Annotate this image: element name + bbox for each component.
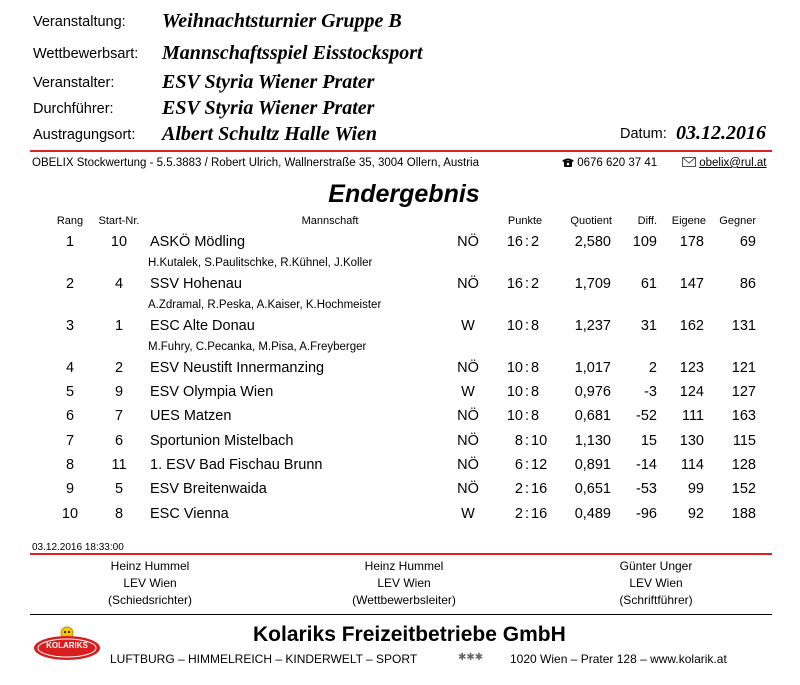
signature-name: Heinz Hummel	[110, 559, 190, 573]
cell-team: ESV Breitenwaida	[150, 481, 267, 497]
cell-points-lost: 8	[531, 360, 540, 376]
signature-wettbewerbsleiter	[324, 558, 484, 609]
cell-points-lost: 16	[531, 481, 548, 497]
cell-points-won: 16	[506, 276, 523, 292]
signature-role: (Schriftführer)	[619, 593, 693, 607]
cell-rang: 5	[65, 384, 75, 400]
value-durchfuehrer: ESV Styria Wiener Prater	[162, 97, 375, 119]
cell-start-nr: 10	[110, 234, 128, 250]
cell-rang: 10	[61, 506, 79, 522]
cell-team: SSV Hohenau	[150, 276, 242, 292]
signature-schriftfuehrer	[576, 558, 736, 609]
cell-points-won: 10	[506, 384, 523, 400]
cell-points-lost: 8	[531, 408, 540, 424]
logo-text: KOLARIKS	[46, 641, 88, 650]
page-title: Endergebnis	[328, 180, 480, 208]
col-mannschaft: Mannschaft	[301, 215, 359, 227]
cell-start-nr: 2	[114, 360, 124, 376]
cell-diff: -3	[644, 384, 657, 400]
table-row	[0, 457, 800, 481]
date-value: 03.12.2016	[676, 122, 766, 144]
col-punkte: Punkte	[507, 215, 543, 227]
cell-team: UES Matzen	[150, 408, 232, 424]
cell-state: NÖ	[457, 360, 479, 376]
team-players: H.Kutalek, S.Paulitschke, R.Kühnel, J.Koller	[148, 257, 373, 269]
cell-points-won: 16	[506, 234, 523, 250]
cell-points-sep: :	[524, 360, 530, 376]
signature-schiedsrichter	[70, 558, 230, 609]
value-veranstaltung: Weihnachtsturnier Gruppe B	[162, 10, 402, 32]
cell-quotient: 1,017	[574, 360, 611, 376]
cell-gegner: 188	[731, 506, 756, 522]
cell-quotient: 1,709	[574, 276, 611, 292]
cell-gegner: 69	[739, 234, 756, 250]
cell-rang: 9	[65, 481, 75, 497]
cell-gegner: 128	[731, 457, 756, 473]
signature-org: LEV Wien	[123, 576, 177, 590]
cell-points-won: 8	[514, 433, 523, 449]
cell-points-won: 10	[506, 318, 523, 334]
cell-gegner: 115	[732, 433, 756, 449]
value-austragungsort: Albert Schultz Halle Wien	[162, 123, 378, 145]
cell-quotient: 0,891	[574, 457, 611, 473]
cell-points-won: 10	[506, 360, 523, 376]
cell-team: ASKÖ Mödling	[150, 234, 246, 250]
value-veranstalter: ESV Styria Wiener Prater	[162, 71, 375, 93]
phone-info	[562, 157, 657, 169]
cell-eigene: 111	[681, 408, 704, 424]
cell-state: NÖ	[457, 276, 479, 292]
cell-points-lost: 8	[531, 384, 540, 400]
cell-team: 1. ESV Bad Fischau Brunn	[150, 457, 323, 473]
cell-diff: -53	[636, 481, 657, 497]
signature-name: Heinz Hummel	[364, 559, 444, 573]
label-austragungsort: Austragungsort:	[33, 127, 136, 143]
cell-points-sep: :	[524, 457, 530, 473]
table-row	[0, 276, 800, 300]
cell-rang: 2	[65, 276, 75, 292]
email-link[interactable]: obelix@rul.at	[699, 157, 767, 169]
cell-state: NÖ	[457, 433, 479, 449]
team-players: A.Zdramal, R.Peska, A.Kaiser, K.Hochmeister	[148, 299, 382, 311]
header-divider	[30, 150, 772, 152]
table-row	[0, 408, 800, 432]
cell-points-lost: 2	[531, 276, 540, 292]
table-row	[0, 506, 800, 530]
sponsor-tagline: LUFTBURG – HIMMELREICH – KINDERWELT – SPORT	[110, 652, 418, 666]
table-row	[0, 384, 800, 408]
cell-diff: 109	[632, 234, 657, 250]
cell-start-nr: 9	[114, 384, 124, 400]
phone-number: 0676 620 37 41	[577, 157, 658, 169]
col-start-nr: Start-Nr.	[98, 215, 140, 227]
cell-points-lost: 2	[531, 234, 540, 250]
footer-divider	[30, 553, 772, 555]
cell-quotient: 0,976	[574, 384, 611, 400]
cell-gegner: 121	[731, 360, 756, 376]
cell-rang: 8	[65, 457, 75, 473]
cell-points-sep: :	[524, 276, 530, 292]
cell-rang: 4	[65, 360, 75, 376]
team-players: M.Fuhry, C.Pecanka, M.Pisa, A.Freyberger	[148, 341, 367, 353]
signature-org: LEV Wien	[377, 576, 431, 590]
sponsor-company: Kolariks Freizeitbetriebe GmbH	[253, 623, 566, 646]
sponsor-divider	[30, 614, 772, 615]
cell-team: ESC Alte Donau	[150, 318, 255, 334]
cell-state: NÖ	[457, 457, 479, 473]
table-row	[0, 360, 800, 384]
signature-role: (Wettbewerbsleiter)	[352, 593, 456, 607]
cell-diff: 2	[648, 360, 657, 376]
cell-rang: 6	[65, 408, 75, 424]
cell-team: ESV Neustift Innermanzing	[150, 360, 325, 376]
cell-points-sep: :	[524, 481, 530, 497]
table-row	[0, 234, 800, 258]
cell-diff: 15	[640, 433, 657, 449]
cell-start-nr: 1	[114, 318, 124, 334]
label-veranstalter: Veranstalter:	[33, 75, 115, 91]
cell-quotient: 1,130	[574, 433, 611, 449]
cell-points-won: 10	[506, 408, 523, 424]
cell-points-won: 6	[514, 457, 523, 473]
cell-points-lost: 10	[531, 433, 548, 449]
col-diff: Diff.	[637, 215, 657, 227]
software-info: OBELIX Stockwertung - 5.5.3883 / Robert Ulrich, Wallnerstraße 35, 3004 Ollern, Austria	[32, 157, 480, 169]
signature-org: LEV Wien	[629, 576, 683, 590]
cell-points-sep: :	[524, 234, 530, 250]
label-veranstaltung: Veranstaltung:	[33, 14, 126, 30]
cell-gegner: 152	[731, 481, 756, 497]
sponsor-address: 1020 Wien – Prater 128 – www.kolarik.at	[510, 652, 727, 666]
cell-start-nr: 6	[114, 433, 124, 449]
cell-diff: 61	[640, 276, 657, 292]
cell-team: ESC Vienna	[150, 506, 229, 522]
cell-diff: 31	[640, 318, 657, 334]
kolariks-logo	[32, 626, 102, 662]
cell-gegner: 163	[731, 408, 756, 424]
cell-diff: -52	[636, 408, 657, 424]
col-eigene: Eigene	[671, 215, 706, 227]
label-wettbewerbsart: Wettbewerbsart:	[33, 46, 139, 62]
cell-gegner: 127	[731, 384, 756, 400]
cell-rang: 3	[65, 318, 75, 334]
cell-eigene: 114	[680, 457, 704, 473]
envelope-icon	[682, 157, 696, 167]
cell-quotient: 1,237	[574, 318, 611, 334]
label-durchfuehrer: Durchführer:	[33, 101, 114, 117]
cell-points-won: 2	[514, 506, 523, 522]
cell-points-sep: :	[524, 384, 530, 400]
cell-state: NÖ	[457, 481, 479, 497]
cell-quotient: 0,489	[574, 506, 611, 522]
cell-points-sep: :	[524, 433, 530, 449]
cell-start-nr: 7	[114, 408, 124, 424]
col-gegner: Gegner	[719, 215, 756, 227]
table-row	[0, 433, 800, 457]
cell-points-won: 2	[514, 481, 523, 497]
cell-quotient: 0,651	[574, 481, 611, 497]
table-row	[0, 318, 800, 342]
cell-eigene: 92	[687, 506, 704, 522]
col-quotient: Quotient	[570, 215, 612, 227]
cell-team: ESV Olympia Wien	[150, 384, 274, 400]
cell-quotient: 0,681	[574, 408, 611, 424]
signature-role: (Schiedsrichter)	[107, 593, 193, 607]
cell-eigene: 130	[679, 433, 704, 449]
cell-state: W	[461, 318, 475, 334]
cell-points-lost: 12	[531, 457, 548, 473]
cell-eigene: 123	[679, 360, 704, 376]
cell-gegner: 86	[739, 276, 756, 292]
cell-points-sep: :	[524, 506, 530, 522]
cell-diff: -96	[636, 506, 657, 522]
table-row	[0, 481, 800, 505]
cell-team: Sportunion Mistelbach	[150, 433, 294, 449]
cell-points-lost: 16	[531, 506, 548, 522]
cell-points-sep: :	[524, 318, 530, 334]
cell-diff: -14	[636, 457, 657, 473]
email-info	[682, 157, 767, 169]
cell-quotient: 2,580	[574, 234, 611, 250]
cell-points-lost: 8	[531, 318, 540, 334]
cell-rang: 1	[65, 234, 75, 250]
cell-start-nr: 4	[114, 276, 124, 292]
cell-start-nr: 11	[111, 457, 127, 473]
cell-eigene: 147	[679, 276, 704, 292]
cell-eigene: 124	[679, 384, 704, 400]
cell-points-sep: :	[524, 408, 530, 424]
print-timestamp: 03.12.2016 18:33:00	[32, 542, 124, 553]
cell-gegner: 131	[731, 318, 756, 334]
phone-icon	[562, 157, 574, 167]
signature-name: Günter Unger	[619, 559, 693, 573]
cell-state: NÖ	[457, 234, 479, 250]
cell-state: NÖ	[457, 408, 479, 424]
cell-start-nr: 8	[114, 506, 124, 522]
cell-state: W	[461, 384, 475, 400]
cell-eigene: 178	[679, 234, 704, 250]
cell-rang: 7	[65, 433, 75, 449]
date-label: Datum:	[620, 126, 667, 142]
value-wettbewerbsart: Mannschaftsspiel Eisstocksport	[162, 42, 423, 64]
cell-eigene: 99	[687, 481, 704, 497]
cell-start-nr: 5	[114, 481, 124, 497]
cell-eigene: 162	[679, 318, 704, 334]
cell-state: W	[461, 506, 475, 522]
col-rang: Rang	[56, 215, 84, 227]
sponsor-stars: ✱✱✱	[458, 652, 484, 663]
